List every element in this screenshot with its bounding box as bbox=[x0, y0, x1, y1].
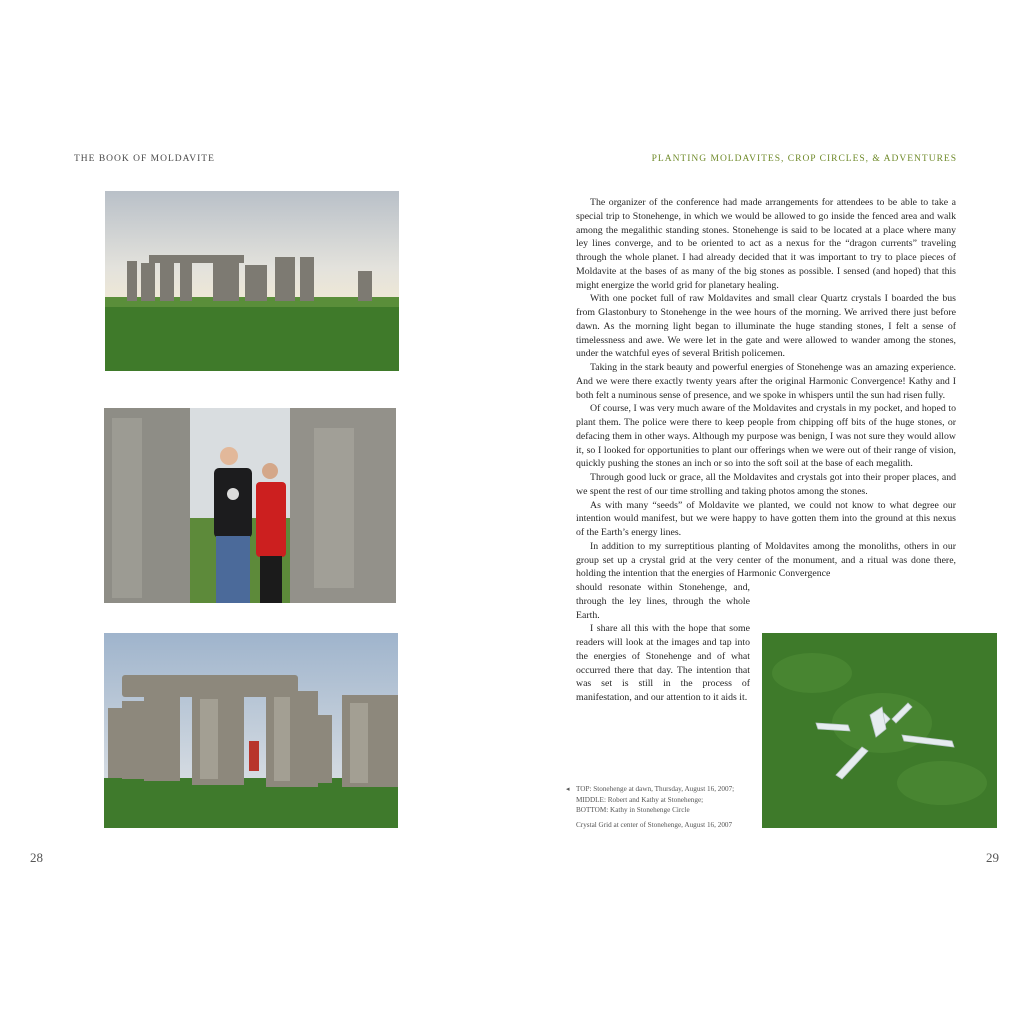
paragraph: Taking in the stark beauty and powerful energies of Stonehenge was an amazing experience. And we were there exactly twenty years after the original Harmonic Convergence! Kathy and I both felt a numinous sense of presence, and we spoke in whispers until the sun had risen fully. bbox=[576, 362, 956, 401]
narrow-text-column bbox=[576, 581, 750, 705]
page-number-right: 29 bbox=[986, 850, 999, 865]
photo-kathy-in-circle bbox=[104, 633, 398, 828]
paragraph: As with many “seeds” of Moldavite we planted, we could not know to what degree our intention would manifest, but we were happy to have gotten them into the ground at this nexus of the Earth’s energy lines. bbox=[576, 499, 956, 538]
caption-crystal-grid: Crystal Grid at center of Stonehenge, August 16, 2007 bbox=[576, 821, 733, 829]
paragraph: I share all this with the hope that some readers will look at the images and tap into the energies of Stonehenge and of what occurred there that day. The intention that was set is still in the process of manifestation, and our attention to it aids it. bbox=[576, 623, 750, 703]
caption-bottom: BOTTOM: Kathy in Stonehenge Circle bbox=[576, 806, 690, 814]
caption-top: TOP: Stonehenge at dawn, Thursday, August 16, 2007; bbox=[576, 785, 735, 793]
caption-middle: MIDDLE: Robert and Kathy at Stonehenge; bbox=[576, 795, 704, 804]
paragraph: In addition to my surreptitious planting of Moldavites among the monoliths, others in our group set up a crystal grid at the very center of the monument, and a ritual was done there, holding the intention that the energies of Harmonic Convergence bbox=[576, 540, 956, 580]
photo-robert-and-kathy bbox=[104, 408, 396, 603]
paragraph: With one pocket full of raw Moldavites and small clear Quartz crystals I boarded the bus from Glastonbury to Stonehenge in the wee hours of the morning. We arrived there just before dawn. As the morning light began to illuminate the huge standing stones, I felt a sense of timelessness and awe. We were let in the gate and were allowed to wander among the stones, under the watchful eyes of several British policemen. bbox=[576, 293, 956, 360]
caption-arrow-icon: ◂ bbox=[566, 785, 570, 793]
running-head-right: PLANTING MOLDAVITES, CROP CIRCLES, & ADVENTURES bbox=[651, 154, 957, 164]
running-head-left: THE BOOK OF MOLDAVITE bbox=[74, 154, 215, 164]
paragraph: should resonate within Stonehenge, and, through the ley lines, through the whole Earth. bbox=[576, 582, 750, 621]
paragraph: Of course, I was very much aware of the Moldavites and crystals in my pocket, and hoped to plant them. The police were there to keep people from chipping off bits of the huge stones, or defacing them in other ways. Although my purpose was benign, I was not sure they would allow it, so I looked for opportunities to plant our offerings when we were out of their range of vision, quickly pushing the stones an inch or so into the soft soil at the base of each megalith. bbox=[576, 403, 956, 470]
page-number-left: 28 bbox=[30, 850, 43, 865]
photo-stonehenge-dawn bbox=[105, 191, 399, 371]
photo-captions bbox=[566, 784, 756, 816]
body-text bbox=[576, 196, 956, 705]
paragraph: The organizer of the conference had made arrangements for attendees to be able to take a special trip to Stonehenge, in which we would be allowed to go inside the fenced area and walk among the megalithic standing stones. Stonehenge is said to be located at a place where many ley lines converge, and to be oriented to act as a nexus for the “dragon currents” traveling through the whole planet. I had already decided that it was important to try to place pieces of Moldavite at the bases of as many of the big stones as possible. I sensed (and hoped) that this might energize the world grid for planetary healing. bbox=[576, 197, 956, 291]
paragraph: Through good luck or grace, all the Moldavites and crystals got into their proper places, and we spent the rest of our time strolling and taking photos among the stones. bbox=[576, 472, 956, 497]
